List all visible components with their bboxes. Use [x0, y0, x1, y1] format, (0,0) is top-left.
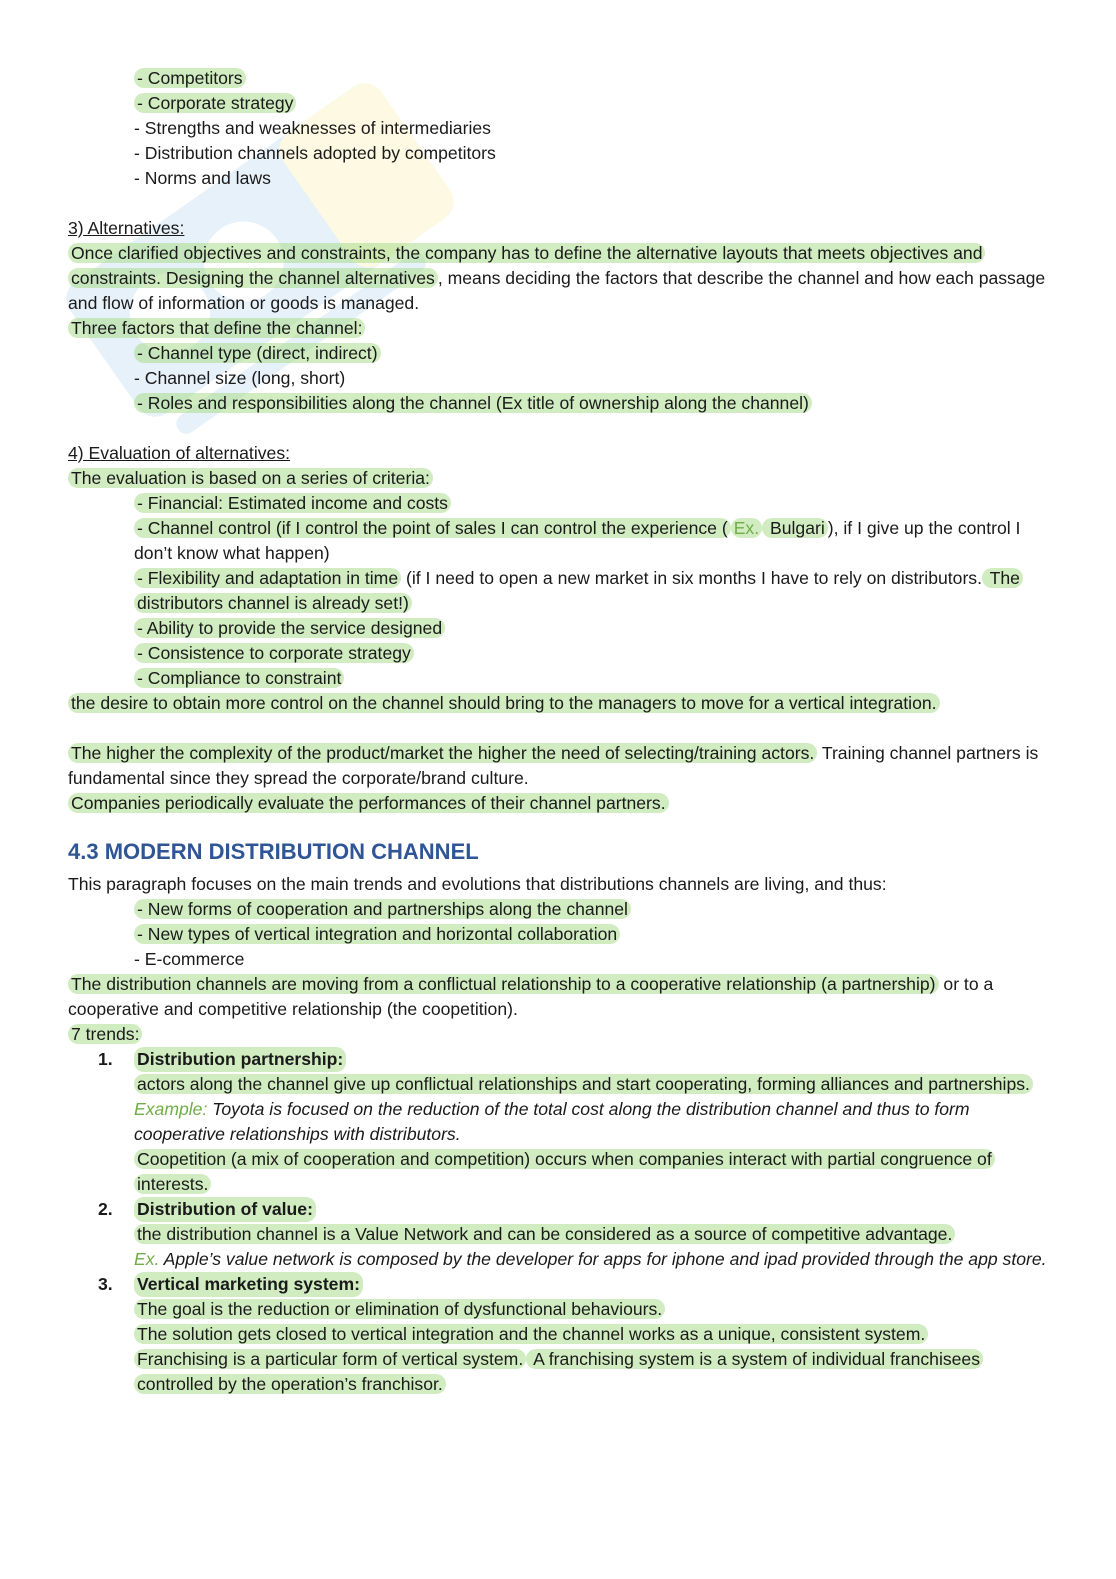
list-item: - Consistence to corporate strategy: [68, 641, 1058, 666]
paragraph: Three factors that define the channel:: [68, 316, 1058, 341]
document-page: [68, 66, 1058, 1397]
trend-2-heading: 2. Distribution of value:: [68, 1197, 1058, 1222]
paragraph: Companies periodically evaluate the performances of their channel partners.: [68, 791, 1058, 816]
trend-3-body: The goal is the reduction or elimination of dysfunctional behaviours. The solution gets closed to vertical integration and the channel works as a unique, consistent system. Franchising is a particular form of vertical system. A franchising system is a system of individual franchisees controlled by the operation’s franchisor.: [68, 1297, 1058, 1397]
list-item: - Financial: Estimated income and costs: [68, 491, 1058, 516]
list-item: - Distribution channels adopted by competitors: [134, 143, 496, 163]
paragraph: 7 trends:: [68, 1022, 1058, 1047]
list-item: - New forms of cooperation and partnerships along the channel: [68, 897, 1058, 922]
section-heading-alternatives: 3) Alternatives:: [68, 218, 185, 238]
list-item: - New types of vertical integration and horizontal collaboration: [68, 922, 1058, 947]
list-item: - Ability to provide the service designed: [68, 616, 1058, 641]
section-heading-evaluation: 4) Evaluation of alternatives:: [68, 443, 291, 463]
trend-1-body: actors along the channel give up conflictual relationships and start cooperating, forming alliances and partnerships. Example: Toyota is focused on the reduction of the total cost along the distribution channel and thus to form cooperative relationships with distributors. Coopetition (a mix of cooperation and competition) occurs when companies interact with partial congruence of interests.: [68, 1072, 1058, 1197]
paragraph: This paragraph focuses on the main trends and evolutions that distributions channels are living, and thus:: [68, 874, 887, 894]
trend-1-heading: 1. Distribution partnership:: [68, 1047, 1058, 1072]
list-item: - Channel type (direct, indirect): [68, 341, 1058, 366]
paragraph: The higher the complexity of the product/market the higher the need of selecting/training actors. Training channel partners is fundamental since they spread the corporate/brand culture.: [68, 743, 1039, 788]
list-item: - Corporate strategy: [68, 91, 1058, 116]
paragraph: The distribution channels are moving from a conflictual relationship to a cooperative relationship (a partnership) or to a cooperative and competitive relationship (the coopetition).: [68, 974, 994, 1019]
paragraph: The evaluation is based on a series of criteria:: [68, 466, 1058, 491]
list-item: - Strengths and weaknesses of intermediaries: [134, 118, 491, 138]
paragraph: Once clarified objectives and constraints, the company has to define the alternative layouts that meets objectives and constraints. Designing the channel alternatives , means deciding the factors that describe the channel and how each passage and flow of information or goods is managed.: [68, 243, 1046, 313]
list-item: - Channel size (long, short): [134, 368, 346, 388]
trend-3-heading: 3. Vertical marketing system:: [68, 1272, 1058, 1297]
paragraph: the desire to obtain more control on the channel should bring to the managers to move for a vertical integration.: [68, 691, 1058, 716]
list-item: - Compliance to constraint: [68, 666, 1058, 691]
list-item: - Channel control (if I control the point of sales I can control the experience ( Ex. Bulgari ), if I give up the control I don’t know what happen): [134, 518, 1021, 563]
section-title-modern-distribution: 4.3 MODERN DISTRIBUTION CHANNEL: [68, 839, 479, 864]
trend-2-body: the distribution channel is a Value Network and can be considered as a source of competitive advantage. Ex. Apple’s value network is composed by the developer for apps for iphone and ipad provided through the app store.: [134, 1224, 1047, 1269]
list-item: - Flexibility and adaptation in time (if I need to open a new market in six months I have to rely on distributors. The distributors channel is already set!): [68, 566, 1058, 616]
list-item: - Roles and responsibilities along the channel (Ex title of ownership along the channel): [68, 391, 1058, 416]
list-item: - E-commerce: [134, 949, 245, 969]
list-item: - Competitors: [68, 66, 1058, 91]
list-item: - Norms and laws: [134, 168, 271, 188]
